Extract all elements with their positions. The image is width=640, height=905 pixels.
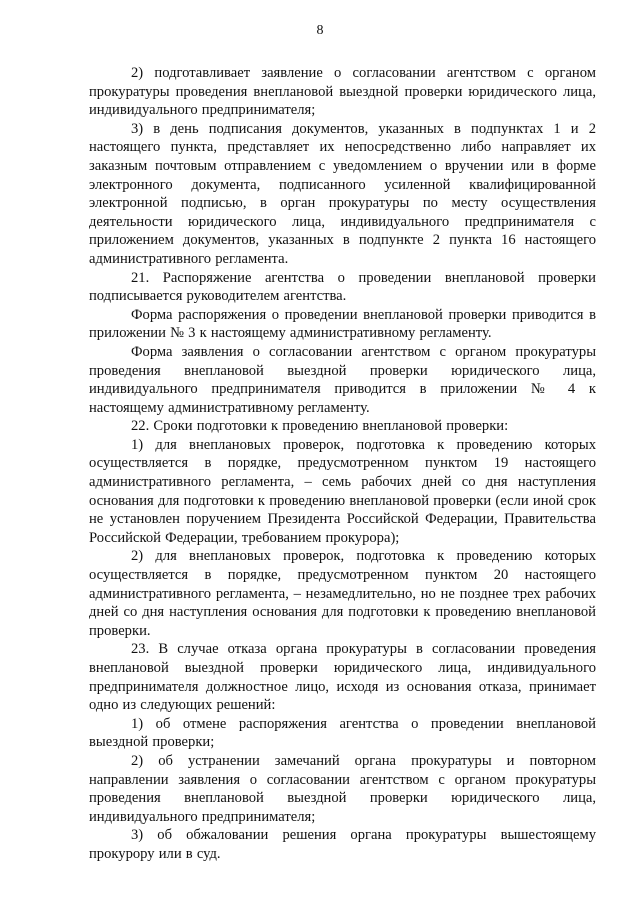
paragraph-decision-2: 2) об устранении замечаний органа прокуратуры и повторном направлении заявления о согласовании агентством с органом прокуратуры проведения внеплановой выездной проверки юридического лица, индивидуального предпринимателя; (89, 752, 596, 825)
document-body (89, 64, 596, 864)
page-number: 8 (316, 23, 324, 38)
paragraph-order-form: Форма распоряжения о проведении внеплановой проверки приводится в приложении № 3 к настоящему административному регламенту. (89, 306, 596, 342)
paragraph-deadline-2: 2) для внеплановых проверок, подготовка к проведению которых осуществляется в порядке, предусмотренном пунктом 20 настоящего административного регламента, – незамедлительно, но не позднее трех рабочих дней со дня наступления основания для подготовки к проведению внеплановой проверки. (89, 548, 596, 639)
paragraph-item-2-application: 2) подготавливает заявление о согласовании агентством с органом прокуратуры проведения внеплановой выездной проверки юридического лица, индивидуального предпринимателя; (89, 65, 596, 119)
paragraph-deadline-1: 1) для внеплановых проверок, подготовка к проведению которых осуществляется в порядке, предусмотренном пунктом 19 настоящего административного регламента, – семь рабочих дней со дня наступления основания для подготовки к проведению внеплановой проверки (если иной срок не установлен поручением Президента Российской Федерации, Правительства Российской Федерации, требованием прокурора); (89, 436, 596, 546)
paragraph-clause-22: 22. Сроки подготовки к проведению внеплановой проверки: (131, 418, 509, 435)
paragraph-clause-21: 21. Распоряжение агентства о проведении внеплановой проверки подписывается руководителем агентства. (89, 269, 596, 305)
paragraph-decision-3: 3) об обжаловании решения органа прокуратуры вышестоящему прокурору или в суд. (89, 827, 596, 862)
paragraph-decision-1: 1) об отмене распоряжения агентства о проведении внеплановой выездной проверки; (89, 715, 596, 751)
paragraph-application-form: Форма заявления о согласовании агентством с органом прокуратуры проведения внеплановой выездной проверки юридического лица, индивидуального предпринимателя приводится в приложении № 4 к настоящему административному регламенту. (89, 343, 596, 416)
paragraph-clause-23: 23. В случае отказа органа прокуратуры в согласовании проведения внеплановой выездной проверки юридического лица, индивидуального предпринимателя должностное лицо, исходя из основания отказа, принимает одно из следующих решений: (89, 641, 596, 714)
paragraph-item-3-submission: 3) в день подписания документов, указанных в подпунктах 1 и 2 настоящего пункта, представляет их непосредственно либо направляет их заказным почтовым отправлением с уведомлением о вручении или в форме электронного документа, подписанного усиленной квалифицированной электронной подписью, в орган прокуратуры по месту осуществления деятельности юридического лица, индивидуального предпринимателя с приложением документов, указанных в подпункте 2 пункта 16 настоящего административного регламента. (89, 120, 596, 267)
